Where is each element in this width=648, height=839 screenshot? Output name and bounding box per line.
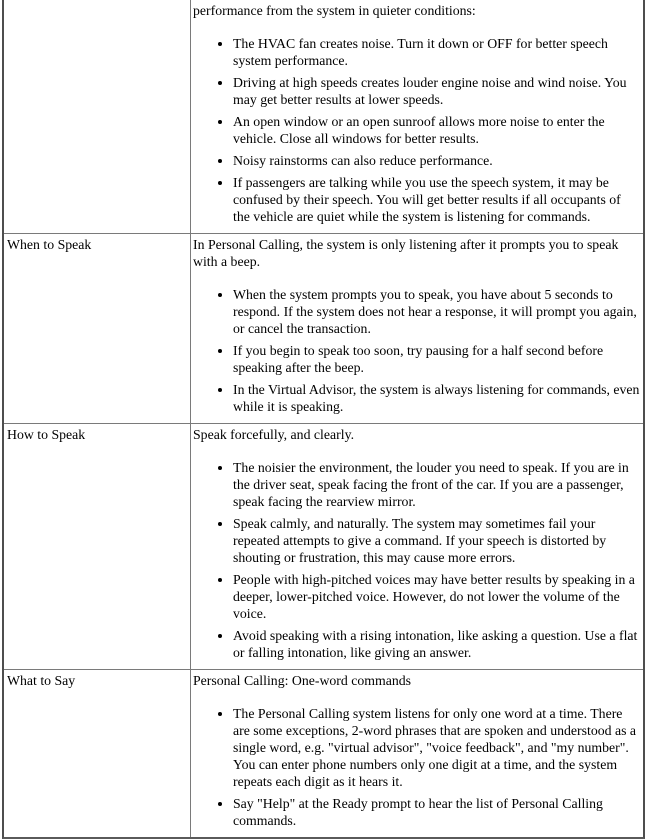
row-intro-text: Speak forcefully, and clearly.	[193, 427, 355, 442]
table-row	[4, 669, 643, 837]
table-row	[4, 423, 643, 669]
bullet-item: • The noisier the environment, the louder you need to speak. If you are in the driver seat, speak facing the front of the car. If you are a passenger, speak facing the rearview mirror.	[233, 459, 640, 510]
row-intro-text: In Personal Calling, the system is only listening after it prompts you to speak with a beep.	[193, 237, 619, 269]
row-header-cell: How to Speak	[4, 424, 191, 669]
row-intro-text: performance from the system in quieter conditions:	[193, 3, 476, 18]
bullet-item: • If you begin to speak too soon, try pausing for a half second before speaking after the beep.	[233, 342, 640, 376]
row-header-cell	[4, 0, 191, 233]
bullet-item: • The HVAC fan creates noise. Turn it down or OFF for better speech system performance.	[233, 35, 640, 69]
bullet-list	[193, 286, 640, 415]
bullet-item: • Speak calmly, and naturally. The system may sometimes fail your repeated attempts to give a command. If your speech is distorted by shouting or frustration, this may cause more errors.	[233, 515, 640, 566]
bullet-item: • Say "Help" at the Ready prompt to hear the list of Personal Calling commands.	[233, 795, 640, 829]
bullet-item: • When the system prompts you to speak, you have about 5 seconds to respond. If the system does not hear a response, it will prompt you again, or cancel the transaction.	[233, 286, 640, 337]
row-header-cell: What to Say	[4, 670, 191, 837]
speech-tips-table	[2, 0, 645, 839]
bullet-item: • Driving at high speeds creates louder engine noise and wind noise. You may get better results at lower speeds.	[233, 74, 640, 108]
bullet-item: • People with high-pitched voices may have better results by speaking in a deeper, lower-pitched voice. However, do not lower the volume of the voice.	[233, 571, 640, 622]
bullet-item: • Noisy rainstorms can also reduce performance.	[233, 152, 640, 169]
table-row	[4, 233, 643, 423]
bullet-item: • In the Virtual Advisor, the system is always listening for commands, even while it is speaking.	[233, 381, 640, 415]
bullet-list	[193, 35, 640, 225]
bullet-list	[193, 459, 640, 661]
row-header-cell: When to Speak	[4, 234, 191, 423]
row-intro-text: Personal Calling: One-word commands	[193, 673, 412, 688]
bullet-item: • If passengers are talking while you use the speech system, it may be confused by their speech. You will get better results if all occupants of the vehicle are quiet while the system is listening for commands.	[233, 174, 640, 225]
row-content-cell	[191, 670, 643, 837]
bullet-item: • The Personal Calling system listens for only one word at a time. There are some exceptions, 2-word phrases that are spoken and understood as a single word, e.g. "virtual advisor", "voice feedback", and "my number". You can enter phone numbers only one digit at a time, and the system repeats each digit as it hears it.	[233, 705, 640, 790]
table-row	[4, 0, 643, 233]
bullet-item: • Avoid speaking with a rising intonation, like asking a question. Use a flat or falling intonation, like giving an answer.	[233, 627, 640, 661]
row-content-cell	[191, 0, 643, 233]
row-content-cell	[191, 234, 643, 423]
bullet-item: • An open window or an open sunroof allows more noise to enter the vehicle. Close all windows for better results.	[233, 113, 640, 147]
bullet-list	[193, 705, 640, 829]
row-content-cell	[191, 424, 643, 669]
